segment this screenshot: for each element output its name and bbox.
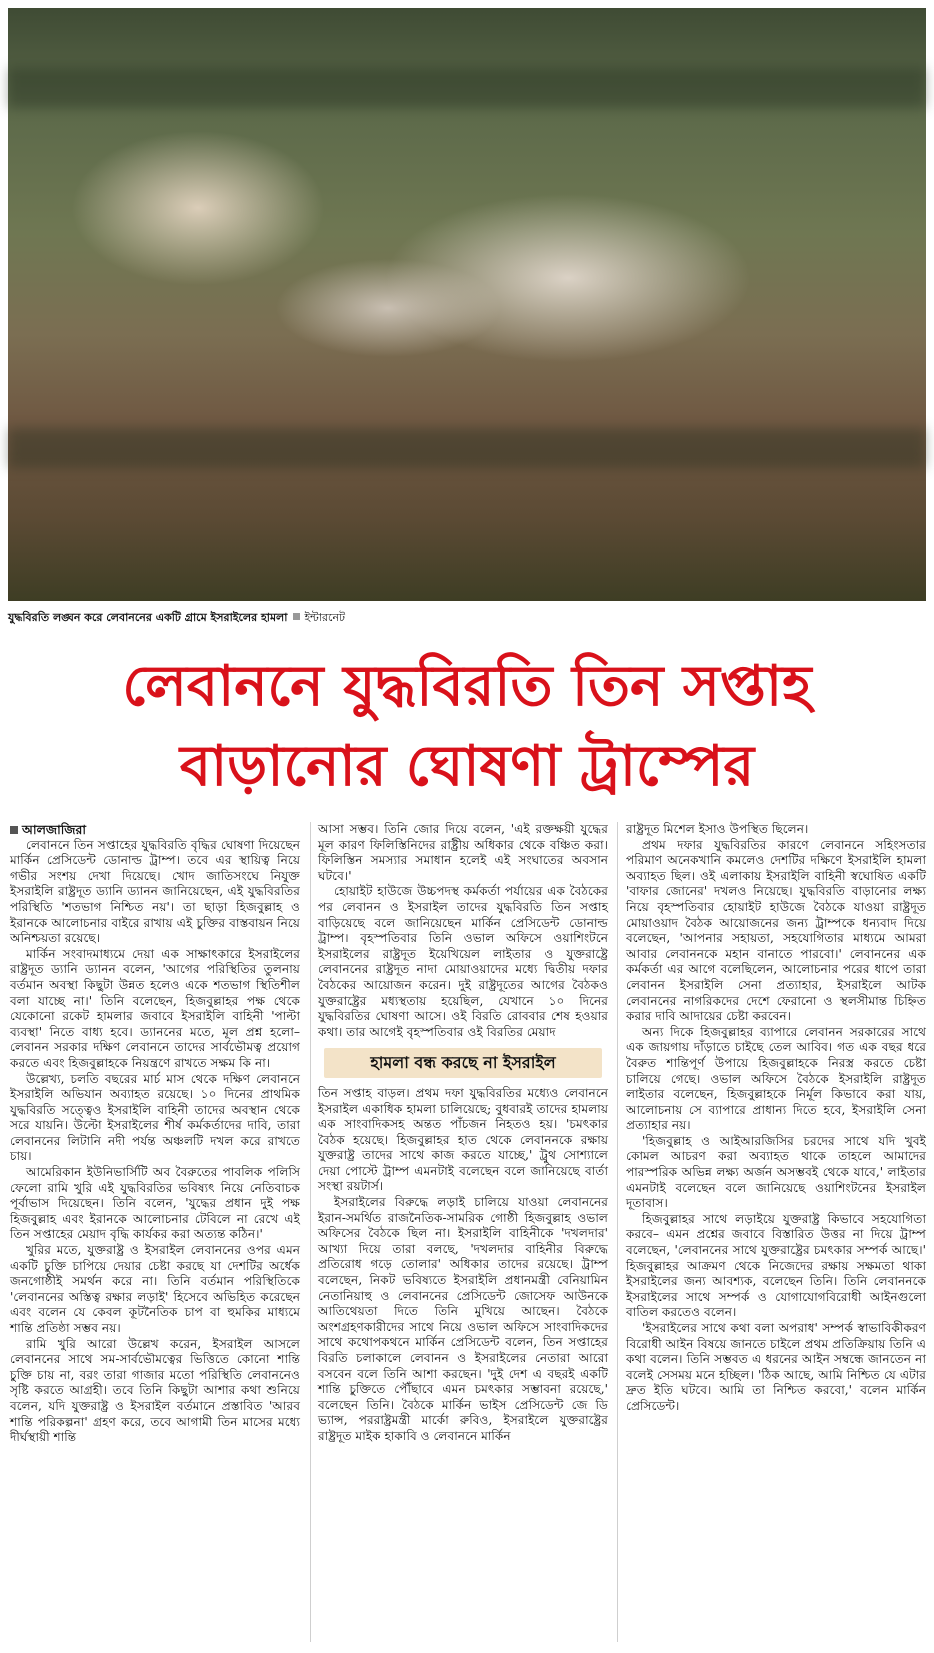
- caption-separator-icon: [293, 613, 300, 620]
- paragraph: হোয়াইট হাউজে উচ্চপদস্থ কর্মকর্তা পর্যায়ের এক বৈঠকের পর লেবানন ও ইসরাইল তাদের যুদ্ধবিরতি তিন সপ্তাহ বাড়িয়েছে বলে জানিয়েছেন মার্কিন প্রেসিডেন্ট ডোনাল্ড ট্রাম্প। বৃহস্পতিবার তিনি ওভাল অফিসে ওয়াশিংটনে ইসরাইলের রাষ্ট্রদূত ইয়েখিয়েল লাইতার ও যুক্তরাষ্ট্রে লেবাননের রাষ্ট্রদূত নাদা মোয়াওয়াদের মধ্যে দ্বিতীয় দফার বৈঠকের আয়োজন করেন। দুই রাষ্ট্রদূতের আগের বৈঠকও যুক্তরাষ্ট্রের মধ্যস্থতায় হয়েছিল, যেখানে ১০ দিনের যুদ্ধবিরতির ঘোষণা আসে। ওই বিরতি রোববার শেষ হওয়ার কথা। তার আগেই বৃহস্পতিবার ওই বিরতির মেয়াদ: [318, 884, 608, 1039]
- paragraph: আসা সম্ভব। তিনি জোর দিয়ে বলেন, 'এই রক্তক্ষয়ী যুদ্ধের মূল কারণ ফিলিস্তিনিদের রাষ্ট্রীয় অধিকার থেকে বঞ্চিত করা। ফিলিস্তিন সমস্যার সমাধান হলেই এই সংঘাতের অবসান ঘটবে।': [318, 822, 608, 883]
- subheading: হামলা বন্ধ করছে না ইসরাইল: [324, 1048, 602, 1078]
- photo-caption: [8, 609, 345, 628]
- byline-source: আলজাজিরা: [22, 822, 86, 837]
- paragraph: অন্য দিকে হিজবুল্লাহর ব্যাপারে লেবানন সরকারের সাথে এক জায়গায় দাঁড়াতে চাইছে তেল আবিব। গত এক বছর ধরে বৈরুত শান্তিপূর্ণ উপায়ে হিজবুল্লাহকে নিরস্ত্র করতে চেষ্টা চালিয়ে গেছে। ওভাল অফিসে বৈঠকে ইসরাইলি রাষ্ট্রদূত লাইতার বলেছেন, হিজবুল্লাহকে নির্মূল কিভাবে করা যায়, আলোচনায় সে ব্যাপারে প্রাধান্য দিতে হবে, ইসরাইলি সেনা প্রত্যাহার নয়।: [626, 1024, 926, 1133]
- paragraph: উল্লেখ্য, চলতি বছরের মার্চ মাস থেকে দক্ষিণ লেবাননে ইসরাইলি অভিযান অব্যাহত রয়েছে। ১০ দিনের প্রাথমিক যুদ্ধবিরতি সত্ত্বেও ইসরাইলি বাহিনী তাদের অবস্থান থেকে সরে যায়নি। উল্টো ইসরাইলের শীর্ষ কর্মকর্তাদের দাবি, তারা লেবাননের লিটানি নদী পর্যন্ত অঞ্চলটি দখল করে রাখতে চায়।: [10, 1071, 300, 1164]
- news-photo: [8, 8, 926, 601]
- paragraph: তিন সপ্তাহ বাড়ল। প্রথম দফা যুদ্ধবিরতির মধ্যেও লেবাননে ইসরাইল একাধিক হামলা চালিয়েছে; বুধবারই তাদের হামলায় এক সাংবাদিকসহ অন্তত পাঁচজন নিহতও হয়। 'চমৎকার বৈঠক হয়েছে। হিজবুল্লাহর হাত থেকে লেবাননকে রক্ষায় যুক্তরাষ্ট্র তাদের সাথে কাজ করতে যাচ্ছে,' ট্রুথ সোশ্যালে দেয়া পোস্টে ট্রাম্প এমনটাই বলেছেন বলে জানিয়েছে বার্তা সংস্থা রয়টার্স।: [318, 1085, 608, 1194]
- paragraph: খুরির মতে, যুক্তরাষ্ট্র ও ইসরাইল লেবাননের ওপর এমন একটি চুক্তি চাপিয়ে দেয়ার চেষ্টা করছে যা দেশটির অর্ধেক জনগোষ্ঠীই সমর্থন করে না। তিনি বর্তমান পরিস্থিতিকে 'লেবাননের অস্তিত্ব রক্ষার লড়াই' হিসেবে অভিহিত করেছেন এবং বলেন যে কেবল কূটনৈতিক চাপ বা হুমকির মাধ্যমে শান্তি প্রতিষ্ঠা সম্ভব নয়।: [10, 1243, 300, 1335]
- byline: [10, 822, 300, 838]
- caption-text: যুদ্ধবিরতি লঙ্ঘন করে লেবাননের একটি গ্রামে ইসরাইলের হামলা: [8, 611, 288, 624]
- paragraph: হিজবুল্লাহর সাথে লড়াইয়ে যুক্তরাষ্ট্র কিভাবে সহযোগিতা করবে– এমন প্রশ্নের জবাবে বিস্তারিত উত্তর না দিয়ে ট্রাম্প বলেছেন, 'লেবাননের সাথে যুক্তরাষ্ট্রের চমৎকার সম্পর্ক আছে।' হিজবুল্লাহর আক্রমণ থেকে নিজেদের রক্ষায় সক্ষমতা থাকা ইসরাইলের জন্য আবশ্যক, বলেছেন তিনি। তিনি লেবাননকে ইসরাইলের সাথে সম্পর্ক ও যোগাযোগবিরোধী আইনগুলো বাতিল করতেও বলেন।: [626, 1211, 926, 1320]
- paragraph: রাষ্ট্রদূত মিশেল ইসাও উপস্থিত ছিলেন।: [626, 822, 809, 836]
- paragraph: আমেরিকান ইউনিভার্সিটি অব বৈরুতের পাবলিক পলিসি ফেলো রামি খুরি এই যুদ্ধবিরতির ভবিষ্যৎ নিয়ে নেতিবাচক পূর্বাভাস দিয়েছেন। তিনি বলেন, 'যুদ্ধের প্রধান দুই পক্ষ হিজবুল্লাহ এবং ইরানকে আলোচনার টেবিলে না রেখে এই তিন সপ্তাহের মেয়াদ বৃদ্ধি কার্যকর করা অত্যন্ত কঠিন।': [10, 1165, 300, 1242]
- byline-square-icon: [10, 826, 18, 834]
- article-column-3: [626, 822, 926, 1415]
- article-column-2: [318, 822, 608, 1445]
- paragraph: ইসরাইলের বিরুদ্ধে লড়াই চালিয়ে যাওয়া লেবাননের ইরান-সমর্থিত রাজনৈতিক-সামরিক গোষ্ঠী হিজবুল্লাহ ওভাল অফিসের বৈঠকে ছিল না। ইসরাইলি বাহিনীকে 'দখলদার' আখ্যা দিয়ে তারা বলছে, 'দখলদার বাহিনীর বিরুদ্ধে প্রতিরোধ গড়ে তোলার' অধিকার তাদের রয়েছে। ট্রাম্প বলেছেন, নিকট ভবিষ্যতে ইসরাইলি প্রধানমন্ত্রী বেনিয়ামিন নেতানিয়াহু ও লেবাননের প্রেসিডেন্ট জোসেফ আউনকে আতিথেয়তা দিতে তিনি মুখিয়ে আছেন। বৈঠকে অংশগ্রহণকারীদের সাথে নিয়ে ওভাল অফিসে সাংবাদিকদের সাথে কথোপকথনে মার্কিন প্রেসিডেন্ট বলেন, তিন সপ্তাহের বিরতি চলাকালে লেবানন ও ইসরাইলের নেতারা আরো বসবেন বলে তিনি আশা করছেন। 'দুই দেশ এ বছরই একটি শান্তি চুক্তিতে পৌঁছাবে এমন চমৎকার সম্ভাবনা রয়েছে,' বলেছেন তিনি। বৈঠকে মার্কিন ভাইস প্রেসিডেন্ট জে ডি ভ্যান্স, পররাষ্ট্রমন্ত্রী মার্কো রুবিও, ইসরাইলে যুক্তরাষ্ট্রের রাষ্ট্রদূত মাইক হাকাবি ও লেবাননে মার্কিন: [318, 1195, 608, 1443]
- headline-line-1: লেবাননে যুদ্ধবিরতি তিন সপ্তাহ: [122, 654, 812, 719]
- column-divider: [310, 822, 311, 1642]
- headline-line-2: বাড়ানোর ঘোষণা ট্রাম্পের: [179, 734, 755, 799]
- article-column-1: [10, 822, 300, 1446]
- paragraph: মার্কিন সংবাদমাধ্যমে দেয়া এক সাক্ষাৎকারে ইসরাইলের রাষ্ট্রদূত ড্যানি ড্যানন বলেন, 'আগের পরিস্থিতির তুলনায় বর্তমান অবস্থা কিছুটা উন্নত হলেও একে শতভাগ স্থিতিশীল বলা যাচ্ছে না।' তিনি বলেছেন, হিজবুল্লাহর পক্ষ থেকে যেকোনো রকেট হামলার জবাবে ইসরাইলি বাহিনী 'পাল্টা ব্যবস্থা' নিতে বাধ্য হবে। ড্যাননের মতে, মূল প্রশ্ন হলো– লেবানন সরকার দক্ষিণ লেবাননে তাদের সার্বভৌমত্ব প্রয়োগ করতে এবং হিজবুল্লাহকে নিয়ন্ত্রণে রাখতে সক্ষম কি না।: [10, 946, 300, 1070]
- caption-credit: ইন্টারনেট: [304, 611, 346, 624]
- paragraph: প্রথম দফার যুদ্ধবিরতির কারণে লেবাননে সহিংসতার পরিমাণ অনেকখানি কমলেও দেশটির দক্ষিণে ইসরাইলি হামলা অব্যাহত ছিল। ওই এলাকায় ইসরাইলি বাহিনী স্বঘোষিত একটি 'বাফার জোনের' দখলও নিয়েছে। যুদ্ধবিরতি বাড়ানোর লক্ষ্য নিয়ে বৃহস্পতিবার হোয়াইট হাউজে বৈঠকে যাওয়া রাষ্ট্রদূত মোয়াওয়াদ বৈঠক আয়োজনের জন্য ট্রাম্পকে ধন্যবাদ দিয়ে বলেছেন, 'আপনার সহায়তা, সহযোগিতার মাধ্যমে আমরা আবার লেবাননকে মহান বানাতে পারবো।' লেবাননের এক কর্মকর্তা এর আগে বলেছিলেন, আলোচনার পরের ধাপে তারা লেবানন ইসরাইলি সেনা প্রত্যাহার, ইসরাইলে আটক লেবাননের নাগরিকদের দেশে ফেরানো ও স্থলসীমান্ত চিহ্নিত করার দাবি আদায়ের চেষ্টা করবেন।: [626, 837, 926, 1024]
- paragraph: 'হিজবুল্লাহ ও আইআরজিসির চরদের সাথে যদি খুবই কোমল আচরণ করা অব্যাহত থাকে তাহলে আমাদের পারস্পরিক অভিন্ন লক্ষ্য অর্জন অসম্ভবই থেকে যাবে,' লাইতার এমনটাই বলেছেন বলে জানিয়েছে ওয়াশিংটনের ইসরাইল দূতাবাস।: [626, 1133, 926, 1211]
- paragraph: 'ইসরাইলের সাথে কথা বলা অপরাধ' সম্পর্ক স্বাভাবিকীকরণ বিরোধী আইন বিষয়ে জানতে চাইলে প্রথম প্রতিক্রিয়ায় তিনি এ কথা বলেন। তিনি সম্ভবত এ ধরনের আইন সম্বন্ধে জানতেন না বলেই সেসময় মনে হচ্ছিল। 'ঠিক আছে, আমি নিশ্চিত যে এটার দ্রুত ইতি ঘটবে। আমি তা নিশ্চিত করবো,' বলেন মার্কিন প্রেসিডেন্ট।: [626, 1321, 926, 1413]
- paragraph: রামি খুরি আরো উল্লেখ করেন, ইসরাইল আসলে লেবাননের সাথে সম-সার্বভৌমত্বের ভিত্তিতে কোনো শান্তি চুক্তি চায় না, বরং তারা গাজার মতো পরিস্থিতি লেবাননেও সৃষ্টি করতে আগ্রহী। তবে তিনি কিছুটা আশার কথা শুনিয়ে বলেন, যদি যুক্তরাষ্ট্র ও ইসরাইল বর্তমানে প্রস্তাবিত 'আরব শান্তি পরিকল্পনা' গ্রহণ করে, তবে আগামী তিন মাসের মধ্যে দীর্ঘস্থায়ী শান্তি: [10, 1336, 300, 1445]
- column-divider: [617, 822, 618, 1642]
- paragraph: লেবাননে তিন সপ্তাহের যুদ্ধবিরতি বৃদ্ধির ঘোষণা দিয়েছেন মার্কিন প্রেসিডেন্ট ডোনাল্ড ট্রাম্প। তবে এর স্থায়িত্ব নিয়ে গভীর সংশয় দেখা দিয়েছে। খোদ জাতিসংঘে নিযুক্ত ইসরাইলি রাষ্ট্রদূত ড্যানি ড্যানন জানিয়েছেন, এই যুদ্ধবিরতির পরিস্থিতি 'শতভাগ নিশ্চিত নয়'। তা ছাড়া হিজবুল্লাহ ও ইরানকে আলোচনার বাইরে রাখায় এই চুক্তির বাস্তবায়ন নিয়ে অনিশ্চয়তা রয়েছে।: [10, 837, 300, 946]
